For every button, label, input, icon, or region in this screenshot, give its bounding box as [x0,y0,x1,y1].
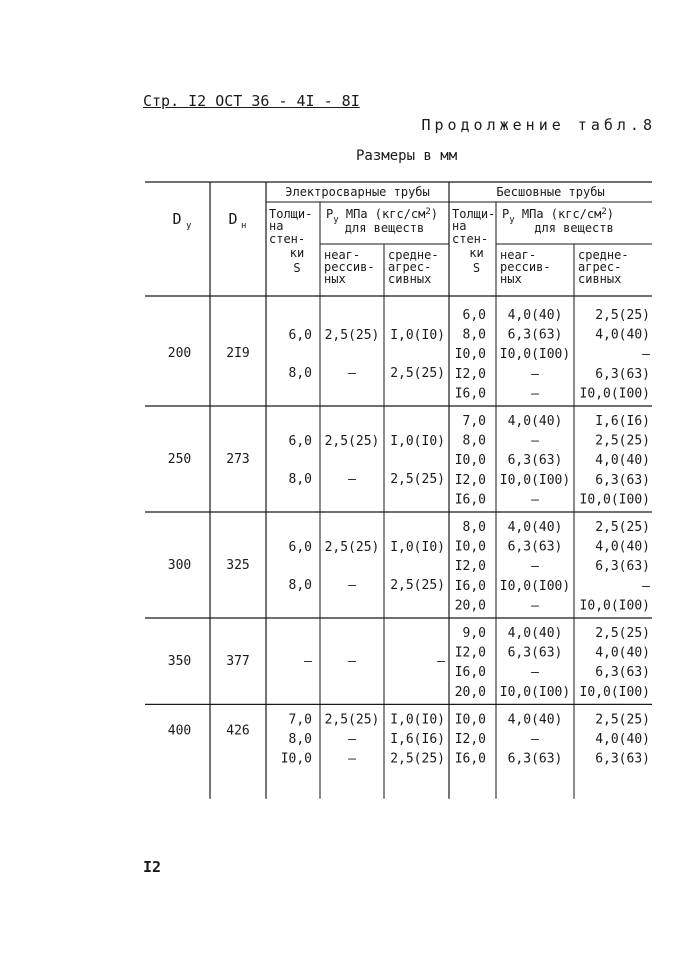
electro-nonaggressive-cell: – [348,751,356,767]
seamless-thickness-cell: I0,0 [454,539,486,555]
electro-nonaggressive-cell: 2,5(25) [324,434,380,449]
seamless-thickness-cell: 9,0 [462,626,486,641]
seamless-nonaggressive-cell: – [531,386,539,402]
electro-midaggressive-cell: I,0(I0) [390,328,445,343]
seamless-nonaggressive-cell: I0,0(I00) [499,578,571,594]
electro-nonaggressive-cell: – [348,578,356,593]
seamless-nonaggressive-cell: 4,0(40) [507,414,563,429]
electro-thickness-cell: I0,0 [280,751,312,767]
seamless-thickness-cell: I6,0 [454,665,486,681]
seamless-nonaggressive-cell: – [531,433,539,449]
group-header-electro: Электросварные трубы [285,185,430,199]
thickness-header: S [472,261,481,275]
table-continuation-title: Продолжение табл.8 [421,116,656,134]
seamless-nonaggressive-cell: I0,0(I00) [499,347,571,363]
electro-nonaggressive-cell: 2,5(25) [324,712,380,728]
dn-cell: 273 [226,452,250,467]
thickness-header: ки [289,246,305,260]
medium-aggressive-header: средне- [578,248,629,262]
electro-midaggressive-cell: I,0(I0) [390,712,445,728]
electro-nonaggressive-cell: 2,5(25) [324,540,380,555]
thickness-header: стен- [269,232,306,246]
group-header-seamless: Бесшовные трубы [496,185,605,199]
dy-cell: 300 [167,558,192,573]
seamless-nonaggressive-cell: 6,3(63) [507,327,563,343]
electro-nonaggressive-cell: – [348,732,356,747]
medium-aggressive-header: агрес- [388,260,432,274]
pressure-header: $Р_у$ МПа $(кгс/см^2)$ [326,207,439,225]
seamless-nonaggressive-cell: I0,0(I00) [499,684,571,700]
seamless-midaggressive-cell: I0,0(I00) [579,598,650,614]
seamless-midaggressive-cell: 4,0(40) [595,327,650,343]
electro-thickness-cell: 6,0 [288,328,312,343]
seamless-thickness-cell: 8,0 [462,520,486,535]
seamless-midaggressive-cell: I0,0(I00) [579,386,650,402]
electro-thickness-cell: 8,0 [288,366,312,381]
electro-thickness-cell: 6,0 [288,540,312,555]
column-header-dy: D [172,210,182,228]
seamless-thickness-cell: I6,0 [454,492,486,508]
seamless-thickness-cell: 8,0 [462,433,486,449]
column-header-dn: D [228,210,238,228]
page-number: I2 [143,858,162,876]
column-header-dy-sub: у [186,221,192,231]
seamless-thickness-cell: 7,0 [462,414,486,429]
seamless-nonaggressive-cell: – [531,366,539,382]
dy-cell: 350 [167,654,192,670]
seamless-midaggressive-cell: 2,5(25) [595,712,650,728]
seamless-midaggressive-cell: 4,0(40) [595,732,650,747]
seamless-midaggressive-cell: 2,5(25) [595,433,650,449]
seamless-thickness-cell: I6,0 [454,386,486,402]
seamless-midaggressive-cell: 2,5(25) [595,626,650,641]
dn-cell: 325 [226,558,250,573]
seamless-thickness-cell: I0,0 [454,347,486,363]
thickness-header: на [269,219,284,233]
seamless-nonaggressive-cell: I0,0(I00) [499,472,571,488]
electro-thickness-cell: – [304,654,312,670]
non-aggressive-header: рессив- [500,260,551,274]
electro-midaggressive-cell: 2,5(25) [390,578,445,593]
electro-thickness-cell: 7,0 [288,712,312,728]
medium-aggressive-header: сивных [578,272,622,286]
electro-thickness-cell: 8,0 [288,732,312,747]
seamless-thickness-cell: 8,0 [462,327,486,343]
seamless-nonaggressive-cell: 4,0(40) [507,308,563,323]
dn-cell: 2I9 [226,346,250,361]
electro-thickness-cell: 8,0 [288,472,312,487]
thickness-header: Толщи- [452,207,496,221]
seamless-nonaggressive-cell: 6,3(63) [507,453,563,469]
seamless-thickness-cell: I2,0 [454,472,486,488]
seamless-midaggressive-cell: I0,0(I00) [579,684,650,700]
seamless-nonaggressive-cell: 6,3(63) [507,751,563,767]
electro-midaggressive-cell: I,0(I0) [390,540,445,555]
pressure-header-substance: для веществ [344,221,425,235]
dy-cell: 200 [167,346,192,361]
seamless-thickness-cell: I2,0 [454,559,486,575]
thickness-header: ки [469,246,484,260]
units-subtitle: Размеры в мм [356,148,458,164]
seamless-midaggressive-cell: 2,5(25) [595,520,650,535]
seamless-nonaggressive-cell: 6,3(63) [507,645,563,661]
electro-midaggressive-cell: 2,5(25) [390,366,445,381]
thickness-header: на [452,219,467,233]
electro-midaggressive-cell: I,6(I6) [390,732,445,747]
non-aggressive-header: ных [500,272,522,286]
document-header-left: Стр. I2 ОСТ 36 - 4I - 8I [143,92,360,110]
seamless-thickness-cell: 20,0 [454,598,486,614]
dy-cell: 250 [167,452,192,467]
seamless-nonaggressive-cell: 4,0(40) [507,626,563,641]
non-aggressive-header: ных [324,272,346,286]
seamless-nonaggressive-cell: – [531,492,539,508]
thickness-header: стен- [452,232,489,246]
column-header-dn-sub: н [241,221,247,231]
electro-nonaggressive-cell: – [348,472,356,487]
electro-nonaggressive-cell: – [348,366,356,381]
thickness-header: S [293,261,301,275]
seamless-thickness-cell: I2,0 [454,645,486,661]
pressure-header: $Р_у$ МПа $(кгс/см^2)$ [502,207,615,225]
seamless-thickness-cell: 20,0 [454,684,486,700]
dn-cell: 426 [226,723,250,739]
dn-cell: 377 [226,654,250,670]
electro-thickness-cell: 8,0 [288,578,312,593]
electro-thickness-cell: 6,0 [288,434,312,449]
seamless-nonaggressive-cell: 4,0(40) [507,520,563,535]
dy-cell: 400 [167,723,192,739]
seamless-thickness-cell: 6,0 [462,308,486,323]
non-aggressive-header: неаг- [324,248,361,262]
seamless-midaggressive-cell: 4,0(40) [595,453,650,469]
seamless-midaggressive-cell: 2,5(25) [595,308,650,323]
seamless-midaggressive-cell: – [642,578,650,594]
non-aggressive-header: неаг- [500,248,537,262]
seamless-thickness-cell: I6,0 [454,751,486,767]
medium-aggressive-header: сивных [388,272,432,286]
thickness-header: Толщи- [269,207,313,221]
seamless-midaggressive-cell: 6,3(63) [595,559,650,575]
seamless-midaggressive-cell: – [642,347,650,363]
seamless-thickness-cell: I2,0 [454,366,486,382]
seamless-midaggressive-cell: I,6(I6) [595,414,650,429]
seamless-thickness-cell: I0,0 [454,453,486,469]
non-aggressive-header: рессив- [324,260,375,274]
medium-aggressive-header: средне- [388,248,439,262]
electro-midaggressive-cell: 2,5(25) [390,751,445,767]
seamless-nonaggressive-cell: – [531,665,539,681]
medium-aggressive-header: агрес- [578,260,622,274]
electro-midaggressive-cell: 2,5(25) [390,472,445,487]
seamless-thickness-cell: I6,0 [454,578,486,594]
seamless-midaggressive-cell: 6,3(63) [595,472,650,488]
seamless-nonaggressive-cell: 6,3(63) [507,539,563,555]
seamless-midaggressive-cell: 6,3(63) [595,665,650,681]
seamless-midaggressive-cell: 4,0(40) [595,539,650,555]
electro-nonaggressive-cell: 2,5(25) [324,328,380,343]
seamless-midaggressive-cell: 6,3(63) [595,751,650,767]
pressure-header-substance: для веществ [534,221,614,235]
seamless-midaggressive-cell: 6,3(63) [595,366,650,382]
seamless-midaggressive-cell: 4,0(40) [595,645,650,661]
electro-midaggressive-cell: – [437,654,445,670]
seamless-nonaggressive-cell: 4,0(40) [507,712,563,728]
electro-nonaggressive-cell: – [348,654,356,670]
seamless-thickness-cell: I2,0 [454,732,486,747]
seamless-nonaggressive-cell: – [531,598,539,614]
seamless-thickness-cell: I0,0 [454,712,486,728]
electro-midaggressive-cell: I,0(I0) [390,434,445,449]
seamless-nonaggressive-cell: – [531,559,539,575]
seamless-nonaggressive-cell: – [531,732,539,747]
seamless-midaggressive-cell: I0,0(I00) [579,492,650,508]
